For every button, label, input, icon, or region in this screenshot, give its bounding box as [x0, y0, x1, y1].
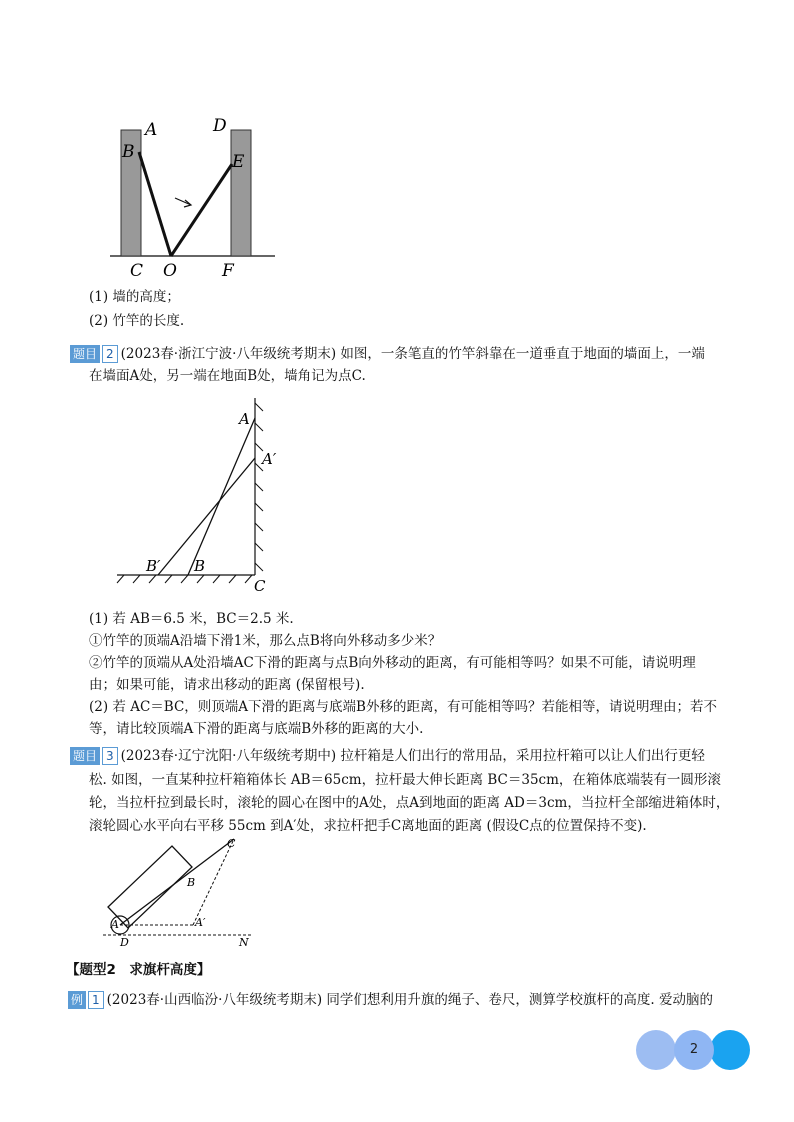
problem-tag: 题目 — [70, 345, 100, 363]
example-1 — [68, 990, 713, 1010]
label-b-prime: B′ — [146, 557, 161, 575]
problem-3-line-4: 滚轮圆心水平向右平移 55cm 到A′处，求拉杆把手C离地面的距离 (假设C点的位置保持不变). — [89, 818, 647, 834]
problem-2-sub-3: ②竹竿的顶端从A处沿墙AC下滑的距离与点B向外移动的距离，有可能相等吗？如果不可能，请说明理 — [89, 655, 696, 671]
problem-2-header — [70, 344, 705, 364]
label-a: A — [145, 120, 158, 140]
problem-3-line-1: (2023春·辽宁沈阳·八年级统考期中) 拉杆箱是人们出行的常用品，采用拉杆箱可以让人们出行更轻 — [120, 748, 705, 764]
question-2: (2) 竹竿的长度. — [89, 313, 185, 329]
page-number-badge — [674, 1030, 714, 1070]
label-a-prime: A′ — [195, 916, 206, 929]
page-number: 2 — [689, 1042, 699, 1057]
label-a: A — [239, 410, 250, 428]
question-1: (1) 墙的高度； — [89, 289, 180, 305]
problem-2-sub-2: ①竹竿的顶端A沿墙下滑1米，那么点B将向外移动多少米？ — [89, 633, 442, 649]
problem-number: 2 — [102, 345, 118, 363]
problem-2-sub-6: 等，请比较顶端A下滑的距离与底端B外移的距离的大小. — [89, 721, 424, 737]
problem-2-line-2: 在墙面A处，另一端在地面B处，墙角记为点C. — [89, 368, 366, 384]
example-tag: 例 — [68, 991, 86, 1009]
problem-2-sub-5: (2) 若 AC＝BC，则顶端A下滑的距离与底端B外移的距离，有可能相等吗？若能相等，请说明理由；若不 — [89, 699, 717, 715]
problem-2-line-1: (2023春·浙江宁波·八年级统考期末) 如图，一条笔直的竹竿斜靠在一道垂直于地面的墙面上，一端 — [120, 346, 705, 362]
label-d: D — [120, 936, 129, 949]
label-a: A — [111, 918, 119, 931]
problem-3-line-2: 松. 如图，一直某种拉杆箱箱体长 AB＝65cm，拉杆最大伸长距离 BC＝35cm，在箱体底端装有一圆形滚 — [89, 772, 721, 788]
problem-3-header — [70, 746, 705, 766]
section-heading: 【题型2 求旗杆高度】 — [66, 962, 211, 978]
example-1-line-1: (2023春·山西临汾·八年级统考期末) 同学们想利用升旗的绳子、卷尺，测算学校旗杆的高度. 爱动脑的 — [106, 992, 714, 1008]
example-number: 1 — [88, 991, 104, 1009]
label-a-prime: A′ — [262, 450, 277, 468]
page-circle-decoration — [636, 1030, 676, 1070]
label-c: C — [254, 577, 266, 595]
label-o: O — [163, 261, 177, 281]
problem-3-line-3: 轮，当拉杆拉到最长时，滚轮的圆心在图中的A处，点A到地面的距离 AD＝3cm，当拉杆全部缩进箱体时， — [89, 795, 730, 811]
problem-2-sub-4: 由；如果可能，请求出移动的距离 (保留根号). — [89, 677, 365, 693]
problem-2-sub-1: (1) 若 AB＝6.5 米，BC＝2.5 米. — [89, 611, 294, 627]
label-f: F — [222, 261, 234, 281]
figure-walls-poles — [105, 112, 280, 282]
label-e: E — [232, 152, 245, 172]
figure-ladder-wall — [112, 393, 282, 595]
label-b: B — [194, 557, 206, 575]
label-c: C — [130, 261, 144, 281]
label-b: B — [187, 876, 196, 889]
label-d: D — [213, 116, 227, 136]
figure-trolley-case — [100, 832, 265, 950]
page-circle-main — [710, 1030, 750, 1070]
problem-number: 3 — [102, 747, 118, 765]
problem-tag: 题目 — [70, 747, 100, 765]
label-c: C — [227, 837, 236, 850]
label-b: B — [122, 142, 135, 162]
label-n: N — [239, 936, 249, 949]
